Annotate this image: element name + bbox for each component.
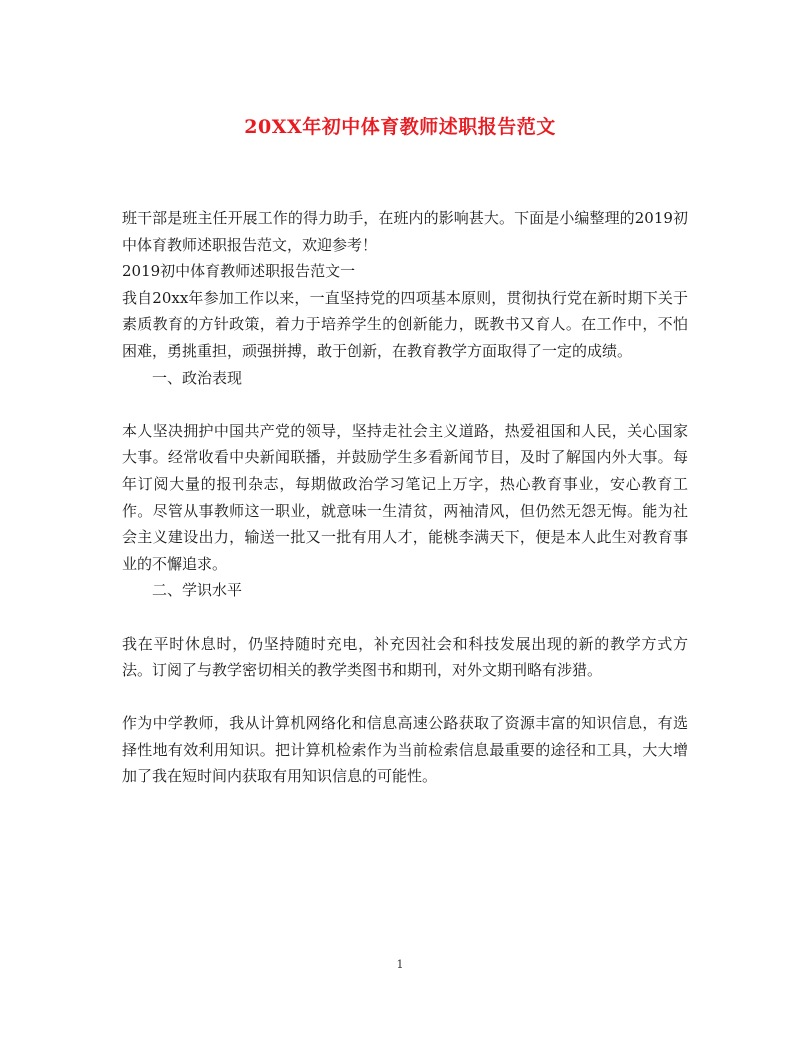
document-title: 20XX年初中体育教师述职报告范文 [244,116,556,138]
section-2-paragraph-2: 作为中学教师，我从计算机网络化和信息高速公路获取了资源丰富的知识信息，有选择性地有效利用知识。把计算机检索作为当前检索信息最重要的途径和工具，大大增加了我在短时间内获取有用知识信息的可能性。 [122,714,688,786]
page-number: 1 [396,958,404,971]
intro-paragraph: 班干部是班主任开展工作的得力助手，在班内的影响甚大。下面是小编整理的2019初中体育教师述职报告范文，欢迎参考！ [122,209,688,254]
document-body [122,205,688,790]
section-1-paragraph: 本人坚决拥护中国共产党的领导，坚持走社会主义道路，热爱祖国和人民，关心国家大事。经常收看中央新闻联播，并鼓励学生多看新闻节目，及时了解国内外大事。每年订阅大量的报刊杂志，每期做政治学习笔记上万字，热心教育事业，安心教育工作。尽管从事教师这一职业，就意味一生清贫，两袖清风，但仍然无怨无悔。能为社会主义建设出力，输送一批又一批有用人才，能桃李满天下，便是本人此生对教育事业的不懈追求。 [122,421,688,573]
section-2-paragraph-1: 我在平时休息时，仍坚持随时充电，补充因社会和科技发展出现的新的教学方式方法。订阅了与教学密切相关的教学类图书和期刊，对外文期刊略有涉猎。 [122,634,688,680]
section-heading-knowledge: 二、学识水平 [152,581,243,600]
paragraph-1: 我自20xx年参加工作以来，一直坚持党的四项基本原则，贯彻执行党在新时期下关于素质教育的方针政策，着力于培养学生的创新能力，既教书又育人。在工作中，不怕困难，勇挑重担，顽强拼搏，敢于创新，在教育教学方面取得了一定的成绩。 [122,288,688,360]
subtitle: 2019初中体育教师述职报告范文一 [122,262,356,281]
section-heading-politics: 一、政治表现 [152,368,243,387]
